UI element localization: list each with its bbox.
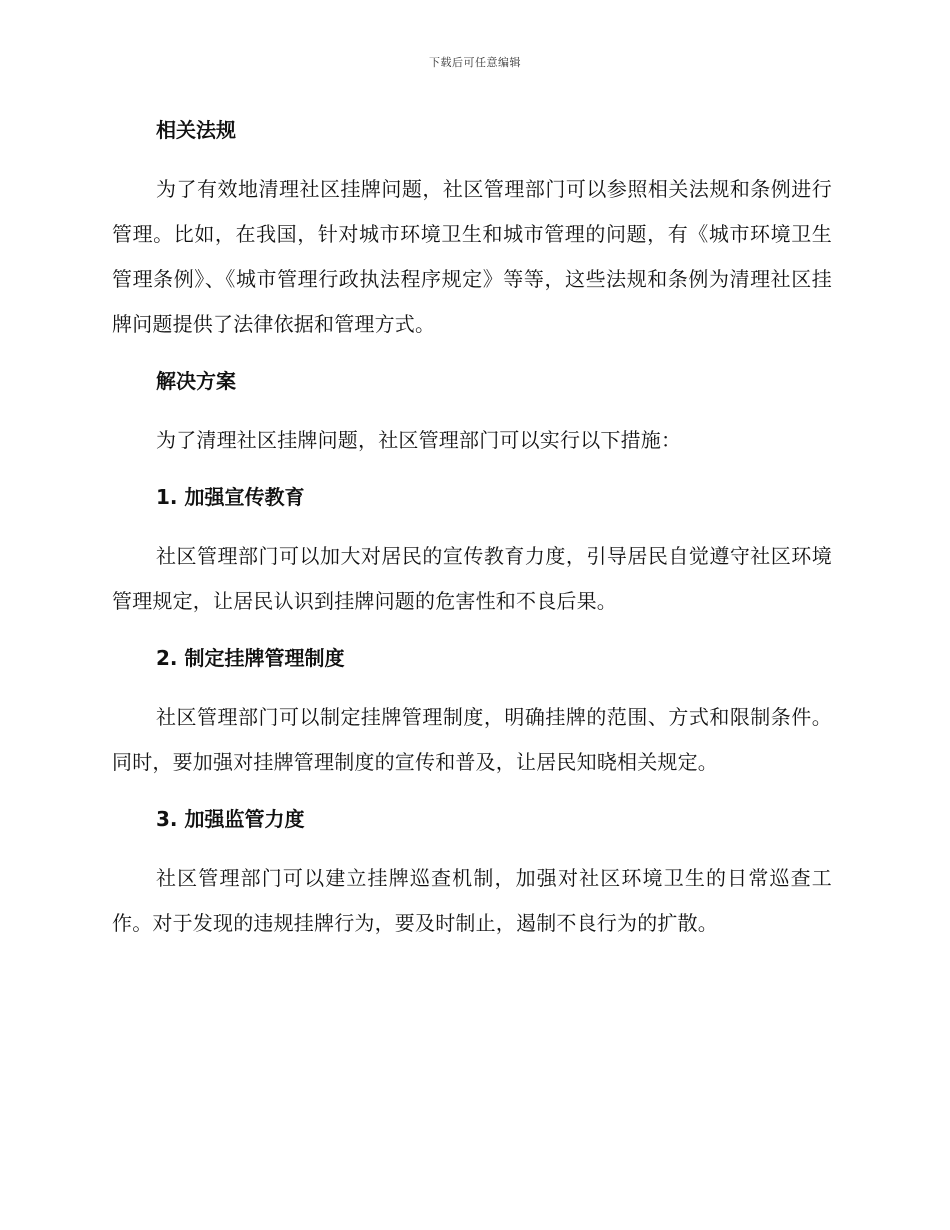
section-solutions [112,361,832,477]
section-heading: 3. 加强监管力度 [156,807,305,831]
section-heading: 相关法规 [156,118,236,142]
header-note: 下载后可任意编辑 [429,56,521,69]
document-body [112,110,832,946]
section-paragraph: 社区管理部门可以建立挂牌巡查机制，加强对社区环境卫生的日常巡查工作。对于发现的违规挂牌行为，要及时制止，遏制不良行为的扩散。 [112,866,832,935]
section-paragraph: 社区管理部门可以制定挂牌管理制度，明确挂牌的范围、方式和限制条件。同时，要加强对挂牌管理制度的宣传和普及，让居民知晓相关规定。 [112,705,832,774]
section-heading: 解决方案 [156,369,236,393]
section-measure-2 [112,638,832,799]
section-measure-1 [112,477,832,638]
section-regulations [112,110,832,361]
section-paragraph: 为了清理社区挂牌问题，社区管理部门可以实行以下措施： [156,428,682,452]
section-heading: 2. 制定挂牌管理制度 [156,646,345,670]
section-heading: 1. 加强宣传教育 [156,485,305,509]
section-measure-3 [112,799,832,946]
section-paragraph: 为了有效地清理社区挂牌问题，社区管理部门可以参照相关法规和条例进行管理。比如，在我国，针对城市环境卫生和城市管理的问题，有《城市环境卫生管理条例》、《城市管理行政执法程序规定》等等，这些法规和条例为清理社区挂牌问题提供了法律依据和管理方式。 [112,177,832,336]
section-paragraph: 社区管理部门可以加大对居民的宣传教育力度，引导居民自觉遵守社区环境管理规定，让居民认识到挂牌问题的危害性和不良后果。 [112,544,832,613]
